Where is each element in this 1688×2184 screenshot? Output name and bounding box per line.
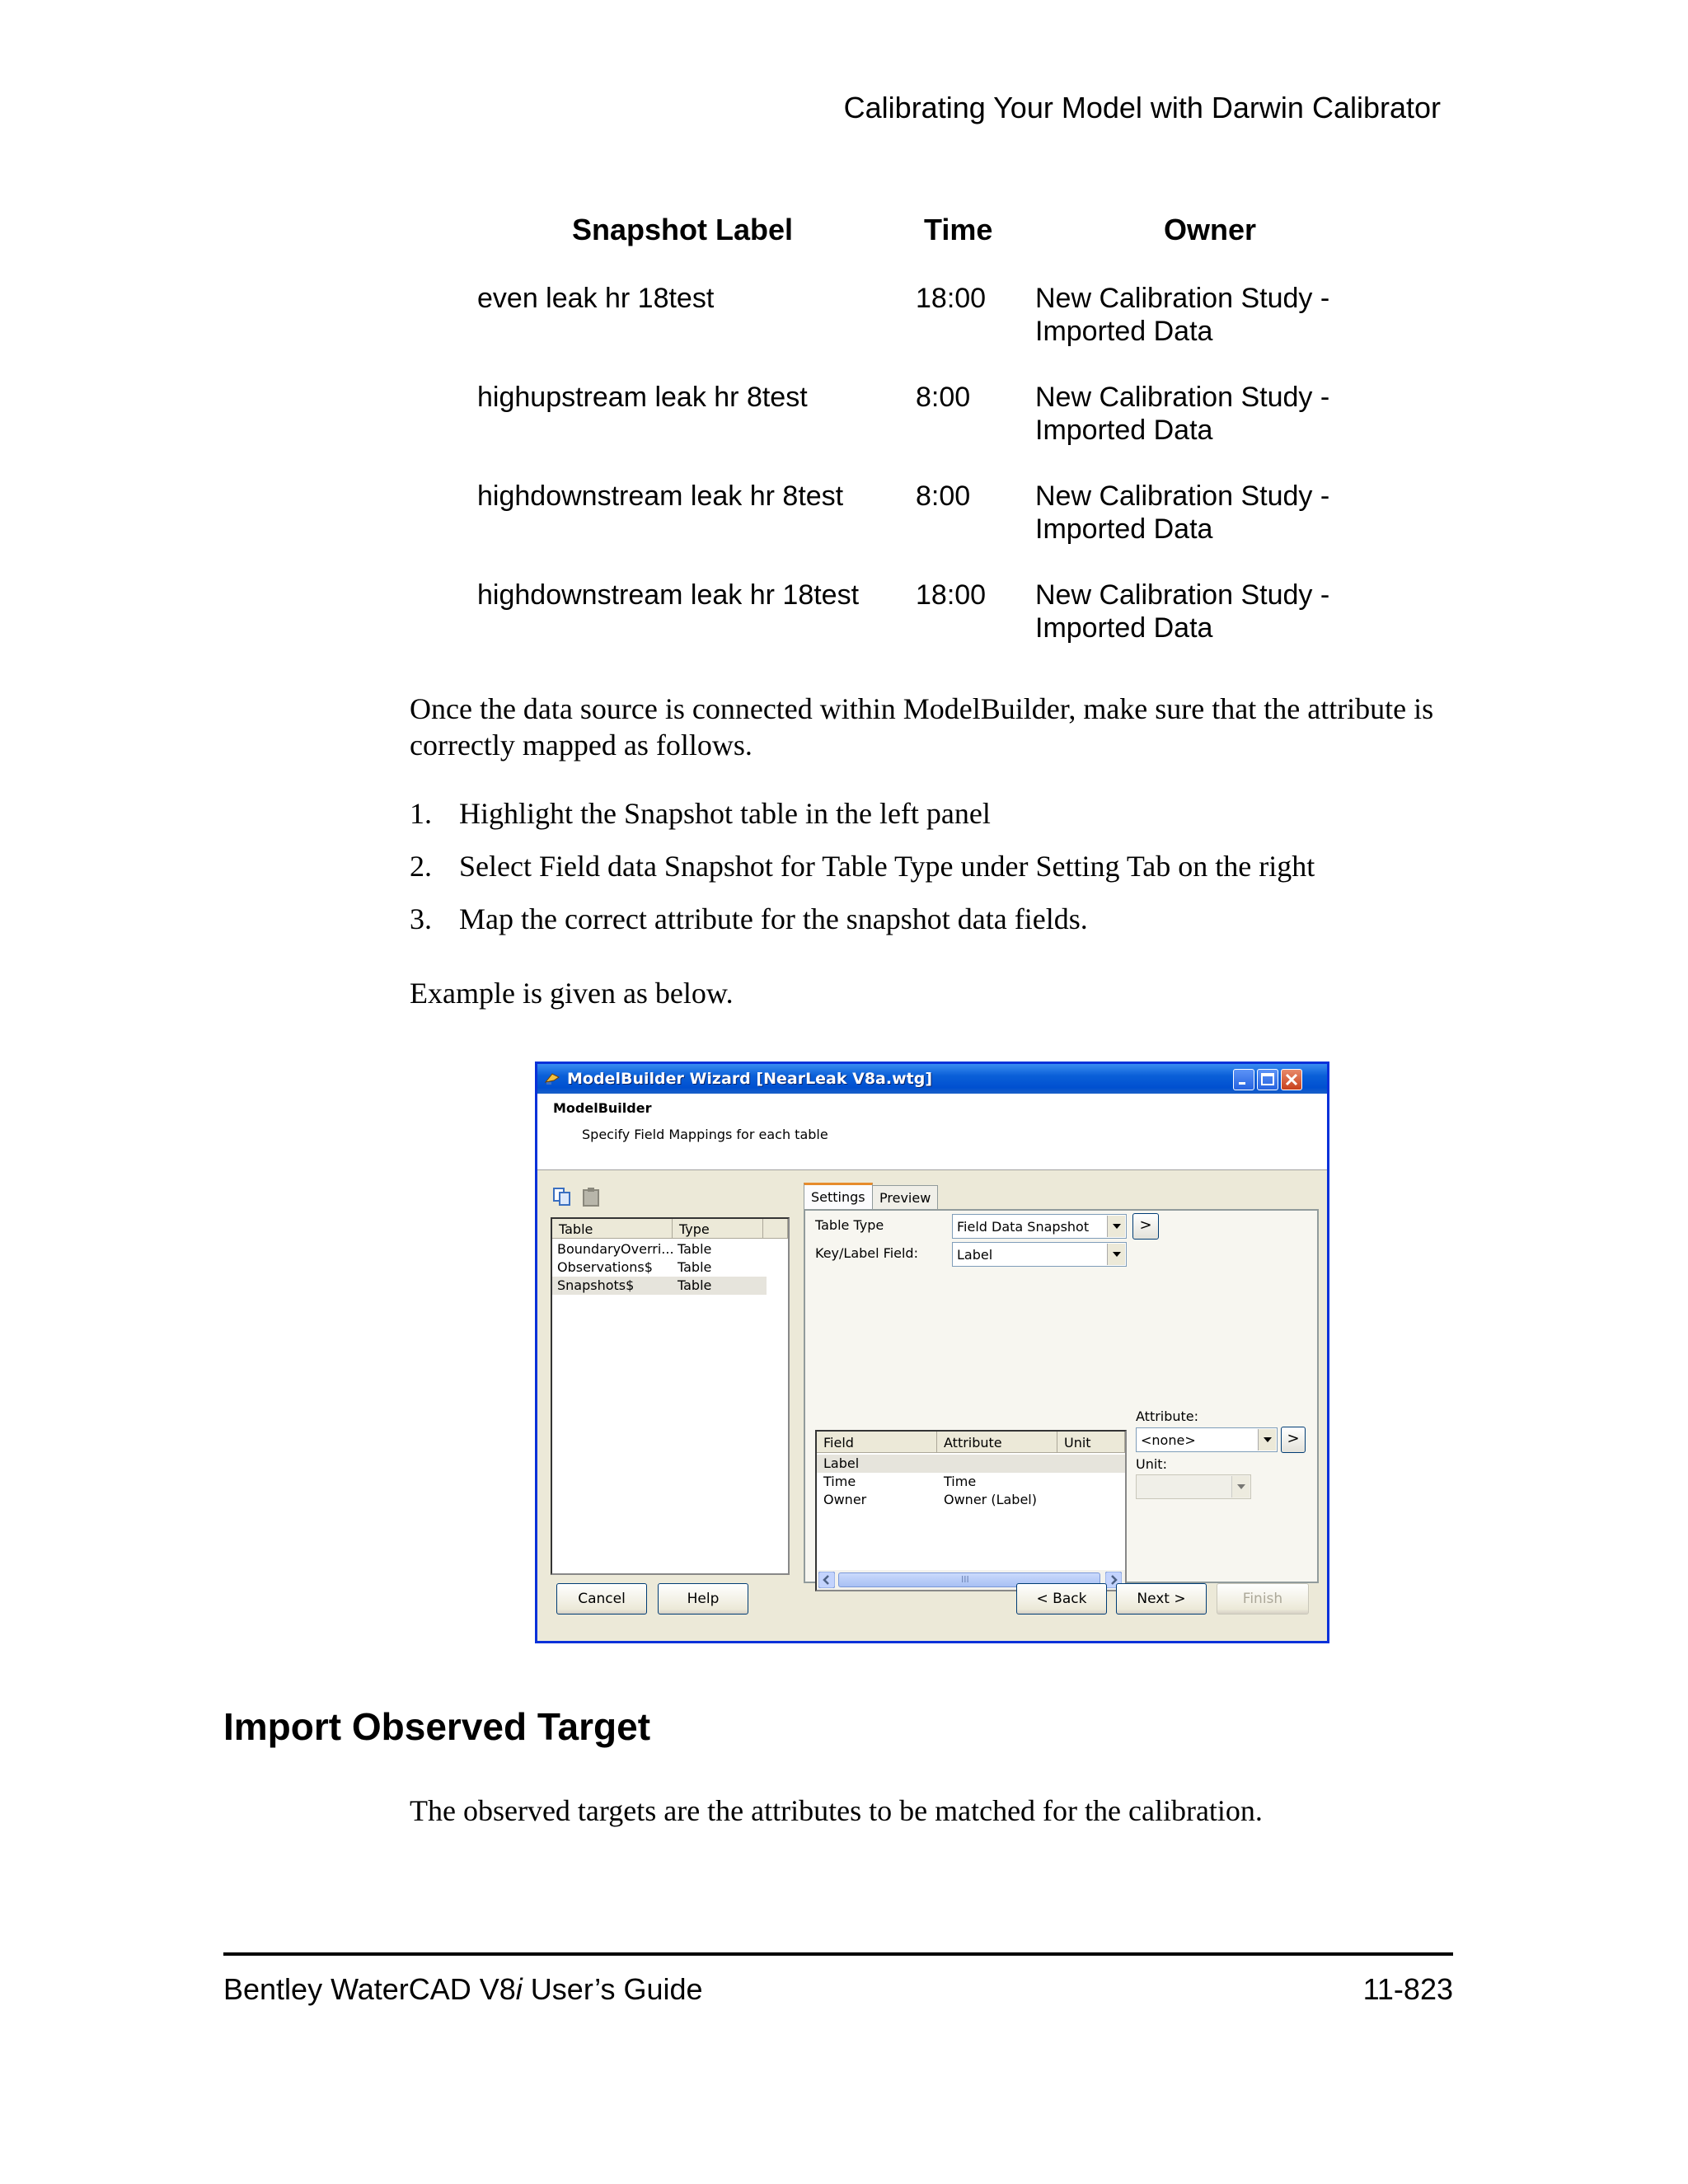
copy-icon[interactable] (551, 1186, 573, 1207)
column-header-owner: Owner (1164, 213, 1257, 246)
attribute-value: <none> (1141, 1432, 1196, 1448)
back-button[interactable]: < Back (1016, 1583, 1107, 1615)
list-item-type: Table (678, 1241, 712, 1257)
tab-preview[interactable]: Preview (872, 1185, 938, 1209)
app-icon (544, 1071, 560, 1087)
page-number: 11-823 (1362, 1972, 1453, 2006)
owner-line: Imported Data (1035, 316, 1213, 347)
cancel-button[interactable]: Cancel (556, 1583, 647, 1615)
unit-dropdown-disabled[interactable] (1136, 1474, 1251, 1499)
close-icon (1282, 1070, 1301, 1090)
window-title: ModelBuilder Wizard [NearLeak V8a.wtg] (567, 1070, 933, 1088)
owner-cell (1035, 579, 1348, 644)
time-cell: 18:00 (916, 579, 987, 611)
column-header-time: Time (924, 213, 993, 246)
guide-title-suffix: User’s Guide (522, 1972, 703, 2006)
list-item (410, 848, 1456, 884)
column-header-unit[interactable]: Unit (1057, 1432, 1125, 1453)
owner-line: Imported Data (1035, 415, 1213, 446)
next-button[interactable]: Next > (1116, 1583, 1207, 1615)
chevron-down-icon[interactable] (1107, 1244, 1125, 1265)
attribute-dropdown[interactable] (1136, 1427, 1278, 1452)
list-item-text: Highlight the Snapshot table in the left panel (459, 797, 991, 830)
minimize-button[interactable] (1233, 1069, 1254, 1090)
owner-line: New Calibration Study - (1035, 283, 1330, 314)
time-cell: 18:00 (916, 283, 987, 314)
snapshot-label-cell: highdownstream leak hr 8test (477, 480, 844, 512)
wizard-header-subtitle: Specify Field Mappings for each table (582, 1127, 828, 1142)
list-item-text: Map the correct attribute for the snapshot data fields. (459, 902, 1088, 935)
owner-line: New Calibration Study - (1035, 579, 1330, 611)
column-header-type[interactable]: Type (673, 1219, 763, 1239)
wizard-header-title: ModelBuilder (553, 1100, 652, 1116)
list-item-type: Table (678, 1259, 712, 1275)
list-item-table: Snapshots$ (557, 1277, 635, 1293)
help-button[interactable]: Help (658, 1583, 748, 1615)
owner-line: New Calibration Study - (1035, 382, 1330, 413)
list-item-table: BoundaryOverri... (557, 1241, 674, 1257)
field-cell: Owner (823, 1492, 867, 1507)
owner-cell (1035, 381, 1348, 447)
attribute-label: Attribute: (1136, 1408, 1199, 1424)
table-row[interactable] (817, 1491, 1125, 1509)
list-item-type: Table (678, 1277, 712, 1293)
maximize-icon (1258, 1070, 1278, 1090)
maximize-button[interactable] (1257, 1069, 1278, 1090)
minimize-icon (1234, 1070, 1254, 1090)
snapshot-label-cell: even leak hr 18test (477, 283, 715, 314)
field-mapping-grid[interactable] (815, 1430, 1127, 1591)
section-paragraph: The observed targets are the attributes to be matched for the calibration. (410, 1794, 1263, 1827)
running-header: Calibrating Your Model with Darwin Calibrator (843, 91, 1441, 124)
table-type-dropdown[interactable] (952, 1214, 1127, 1239)
list-item-table: Observations$ (557, 1259, 653, 1275)
table-type-arrow-button[interactable]: > (1132, 1213, 1159, 1240)
key-label-field-label: Key/Label Field: (815, 1245, 918, 1261)
chevron-down-icon (1231, 1476, 1250, 1497)
owner-line: Imported Data (1035, 513, 1213, 545)
modelbuilder-wizard-window (535, 1062, 1329, 1643)
scroll-grip: III (961, 1574, 969, 1585)
list-item[interactable] (552, 1258, 767, 1277)
owner-cell (1035, 480, 1348, 546)
section-heading: Import Observed Target (223, 1705, 651, 1748)
chevron-down-icon[interactable] (1107, 1216, 1125, 1237)
guide-title-italic: i (515, 1972, 523, 2006)
paste-icon[interactable] (580, 1186, 602, 1207)
table-type-value: Field Data Snapshot (957, 1219, 1090, 1235)
list-item[interactable] (552, 1240, 767, 1258)
snapshot-label-cell: highupstream leak hr 8test (477, 382, 808, 413)
table-row[interactable] (817, 1473, 1125, 1491)
column-header-attribute[interactable]: Attribute (937, 1432, 1057, 1453)
intro-paragraph: Once the data source is connected within ModelBuilder, make sure that the attribute is correctly mapped as follows. (410, 692, 1434, 762)
column-header-snapshot-label: Snapshot Label (572, 213, 794, 246)
finish-button-disabled[interactable]: Finish (1217, 1583, 1309, 1615)
dialog-client-area (537, 1094, 1327, 1641)
key-label-field-dropdown[interactable] (952, 1242, 1127, 1267)
column-header-field[interactable]: Field (817, 1432, 937, 1453)
time-cell: 8:00 (916, 382, 971, 413)
chevron-down-icon[interactable] (1258, 1429, 1276, 1451)
example-paragraph: Example is given as below. (410, 977, 734, 1010)
tab-settings[interactable]: Settings (804, 1183, 873, 1209)
table-list[interactable] (551, 1217, 790, 1575)
attribute-cell: Owner (Label) (944, 1492, 1037, 1507)
snapshot-label-cell: highdownstream leak hr 18test (477, 579, 860, 611)
owner-line: New Calibration Study - (1035, 480, 1330, 512)
time-cell: 8:00 (916, 480, 971, 512)
list-item-selected[interactable] (552, 1277, 767, 1295)
list-item-number: 2. (410, 850, 432, 883)
scroll-left-icon[interactable] (818, 1572, 835, 1588)
field-cell: Label (823, 1455, 860, 1471)
owner-cell (1035, 282, 1348, 348)
list-item (410, 795, 1456, 832)
footer-guide-title (223, 1972, 703, 2007)
owner-line: Imported Data (1035, 612, 1213, 644)
list-item-number: 3. (410, 902, 432, 935)
title-bar (537, 1064, 1327, 1094)
footer-rule (223, 1952, 1453, 1956)
attribute-arrow-button[interactable]: > (1281, 1427, 1306, 1453)
key-label-field-value: Label (957, 1247, 993, 1263)
table-type-label: Table Type (815, 1217, 884, 1233)
wizard-header (537, 1094, 1327, 1170)
field-cell: Time (823, 1474, 856, 1489)
column-header-blank (763, 1219, 788, 1239)
column-header-table[interactable]: Table (552, 1219, 673, 1239)
table-row-selected[interactable] (817, 1455, 1125, 1473)
attribute-cell: Time (944, 1474, 977, 1489)
guide-title-prefix: Bentley WaterCAD V8 (223, 1972, 516, 2006)
list-item-text: Select Field data Snapshot for Table Type under Setting Tab on the right (459, 850, 1315, 883)
list-item-number: 1. (410, 797, 432, 830)
list-item (410, 901, 1456, 937)
unit-label: Unit: (1136, 1456, 1167, 1472)
close-button[interactable] (1281, 1069, 1302, 1090)
